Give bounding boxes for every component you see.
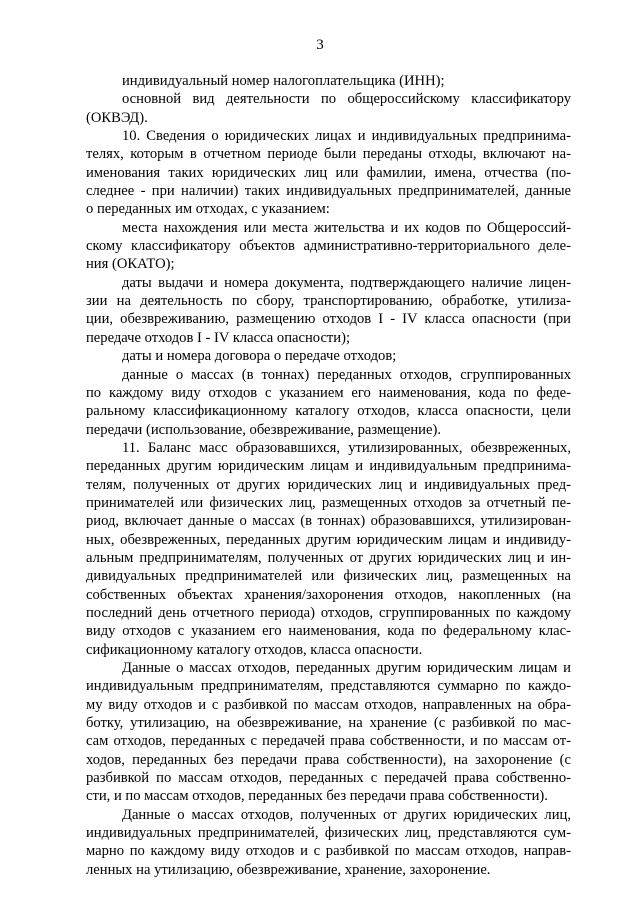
- text-line: индивидуальный номер налогоплательщика (ИНН);: [122, 73, 445, 89]
- paragraph-location-okato: [86, 219, 571, 274]
- text-line: 10. Сведения о юридических лицах и индивидуальных предпринима-: [122, 128, 571, 145]
- paragraph-11: [86, 439, 571, 659]
- text-line: виду отходов с указанием его наименования, кода по федеральному клас-: [86, 623, 571, 640]
- text-line: разбивкой по массам отходов, переданных с передачей права собственно-: [86, 770, 571, 787]
- text-line: передачи (использование, обезвреживание, размещение).: [86, 421, 441, 438]
- text-line: риод, включает данные о массах (в тоннах) образовавшихся, утилизирован-: [86, 513, 571, 530]
- paragraph-license: [86, 274, 571, 347]
- text-line: скому классификатору объектов административно-территориального деле-: [86, 238, 571, 255]
- text-line: индивидуальным предпринимателям, представляются суммарно по каждо-: [86, 678, 571, 695]
- text-line: зии на деятельность по сбору, транспортированию, обработке, утилиза-: [86, 293, 571, 310]
- text-line: сам отходов, переданных с передачей права собственности, и по массам от-: [86, 733, 571, 750]
- text-line: ции, обезвреживанию, размещению отходов I - IV класса опасности (при: [86, 311, 571, 328]
- text-line: по каждому виду отходов с указанием его наименования, кода по феде-: [86, 384, 571, 401]
- text-line: передаче отходов I - IV класса опасности);: [86, 329, 351, 346]
- text-line: марно по каждому виду отходов и с разбивкой по массам отходов, направ-: [86, 843, 571, 860]
- text-line: ния (ОКАТО);: [86, 256, 175, 273]
- text-line: переданных другим юридическим лицам и индивидуальным предпринима-: [86, 458, 571, 475]
- text-line: ленных на утилизацию, обезвреживание, хранение, захоронение.: [86, 861, 491, 878]
- text-line: даты выдачи и номера документа, подтверждающего наличие лицен-: [122, 274, 571, 291]
- text-line: данные о массах (в тоннах) переданных отходов, сгруппированных: [122, 366, 571, 383]
- text-line: Данные о массах отходов, полученных от других юридических лиц,: [122, 806, 571, 823]
- text-line: ральному классификационному каталогу отходов, класса опасности, цели: [86, 403, 571, 420]
- text-line: дивидуальных предпринимателей или физических лиц, размещенных на: [86, 568, 571, 585]
- text-line: му виду отходов и с разбивкой по массам отходов, направленных на обра-: [86, 696, 571, 713]
- text-line: следнее - при наличии) таких индивидуальных предпринимателей, данные: [86, 183, 571, 200]
- paragraph-10: [86, 127, 571, 219]
- text-line: основной вид деятельности по общероссийскому классификатору: [122, 91, 571, 108]
- text-line: 11. Баланс масс образовавшихся, утилизированных, обезвреженных,: [122, 439, 571, 456]
- text-line: последний день отчетного периода) отходов, сгруппированных по каждому: [86, 604, 571, 621]
- page-number: 3: [316, 37, 324, 53]
- paragraph-inn: [86, 72, 571, 90]
- text-line: даты и номера договора о передаче отходов;: [122, 348, 397, 365]
- paragraph-received-masses: [86, 806, 571, 879]
- text-line: телях, которым в отчетном периоде были переданы отходы, включают на-: [86, 146, 571, 163]
- text-line: ных, обезвреженных, переданных другим юридическим лицам и индивиду-: [86, 531, 571, 548]
- text-line: собственных объектах хранения/захоронения отходов, накопленных (на: [86, 586, 571, 603]
- paragraph-transferred-masses: [86, 659, 571, 806]
- text-line: места нахождения или места жительства и их кодов по Общероссий-: [122, 219, 571, 236]
- text-line: о переданных им отходах, с указанием:: [86, 201, 330, 218]
- text-line: именования таких юридических лиц или фамилии, имена, отчества (по-: [86, 164, 571, 181]
- document-body: [86, 72, 571, 879]
- text-line: принимателей или физических лиц, размещенных отходов за отчетный пе-: [86, 494, 571, 511]
- text-line: альным предпринимателям, полученных от других юридических лиц и ин-: [86, 549, 571, 566]
- text-line: индивидуальных предпринимателей, физических лиц, представляются сум-: [86, 825, 571, 842]
- text-line: ходов, переданных без передачи права собственности), на захоронение (с: [86, 751, 571, 768]
- paragraph-contract: [86, 347, 571, 365]
- text-line: (ОКВЭД).: [86, 109, 148, 126]
- text-line: сти, и по массам отходов, переданных без передачи права собственности).: [86, 788, 548, 805]
- paragraph-okved: [86, 90, 571, 127]
- text-line: ботку, утилизацию, на обезвреживание, на хранение (с разбивкой по мас-: [86, 715, 571, 732]
- text-line: телям, полученных от других юридических лиц и индивидуальных пред-: [86, 476, 571, 493]
- text-line: Данные о массах отходов, переданных другим юридическим лицам и: [122, 660, 571, 676]
- text-line: сификационному каталогу отходов, класса опасности.: [86, 641, 423, 658]
- paragraph-masses: [86, 366, 571, 439]
